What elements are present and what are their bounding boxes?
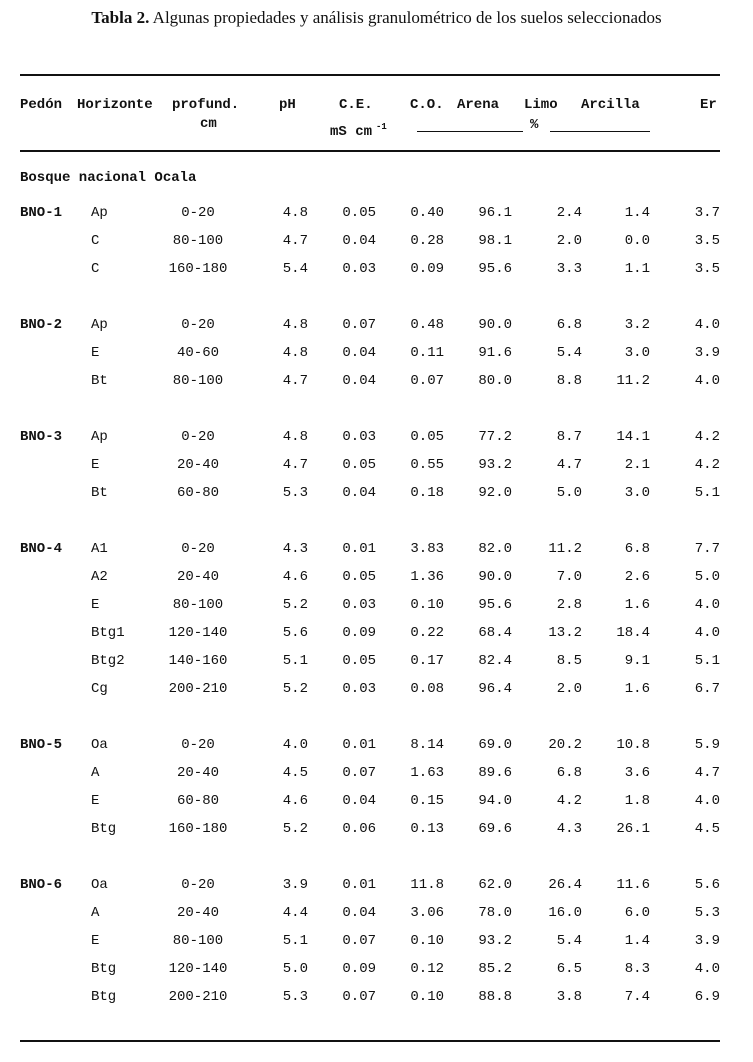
cell-depth: 0-20 (181, 205, 215, 221)
cell-hz: Ap (91, 317, 108, 333)
cell-co: 0.28 (410, 233, 444, 249)
cell-ph: 4.8 (282, 429, 308, 445)
cell-depth: 200-210 (168, 681, 228, 697)
cell-co: 0.15 (410, 793, 444, 809)
cell-co: 1.36 (410, 569, 444, 585)
cell-er: 4.0 (694, 625, 720, 641)
cell-arcilla: 6.8 (624, 541, 650, 557)
cell-ph: 5.2 (282, 597, 308, 613)
header-underline-left (417, 131, 523, 132)
cell-co: 0.12 (410, 961, 444, 977)
cell-ph: 4.4 (282, 905, 308, 921)
cell-limo: 2.0 (556, 681, 582, 697)
cell-hz: A (91, 765, 100, 781)
cell-hz: E (91, 933, 100, 949)
cell-limo: 2.0 (556, 233, 582, 249)
table-caption (0, 8, 753, 28)
cell-arena: 78.0 (478, 905, 512, 921)
cell-ph: 5.4 (282, 261, 308, 277)
cell-ph: 4.7 (282, 373, 308, 389)
header-co: C.O. (410, 97, 444, 113)
cell-co: 3.06 (410, 905, 444, 921)
cell-limo: 3.3 (556, 261, 582, 277)
cell-er: 3.5 (694, 233, 720, 249)
cell-ph: 5.0 (282, 961, 308, 977)
cell-arcilla: 26.1 (616, 821, 650, 837)
cell-ce: 0.03 (342, 681, 376, 697)
cell-depth: 60-80 (176, 793, 219, 809)
cell-limo: 2.8 (556, 597, 582, 613)
cell-limo: 4.7 (556, 457, 582, 473)
cell-er: 4.2 (694, 429, 720, 445)
cell-limo: 5.4 (556, 933, 582, 949)
cell-ce: 0.03 (342, 261, 376, 277)
cell-er: 4.0 (694, 961, 720, 977)
cell-er: 4.0 (694, 317, 720, 333)
header-arcilla: Arcilla (581, 97, 640, 113)
cell-limo: 4.2 (556, 793, 582, 809)
cell-er: 4.0 (694, 373, 720, 389)
cell-depth: 60-80 (176, 485, 219, 501)
cell-arcilla: 3.0 (624, 485, 650, 501)
cell-ph: 5.6 (282, 625, 308, 641)
cell-depth: 40-60 (176, 345, 219, 361)
cell-er: 5.3 (694, 905, 720, 921)
cell-hz: Btg (91, 961, 117, 977)
table-label: Tabla 2. (91, 8, 150, 27)
cell-arcilla: 14.1 (616, 429, 650, 445)
cell-er: 5.0 (694, 569, 720, 585)
cell-ce: 0.01 (342, 877, 376, 893)
cell-pedon: BNO-3 (20, 429, 63, 445)
header-pedon: Pedón (20, 97, 63, 113)
cell-arena: 98.1 (478, 233, 512, 249)
cell-er: 6.9 (694, 989, 720, 1005)
cell-co: 0.17 (410, 653, 444, 669)
cell-arcilla: 1.8 (624, 793, 650, 809)
cell-er: 3.9 (694, 345, 720, 361)
cell-hz: Btg (91, 989, 117, 1005)
cell-ce: 0.05 (342, 569, 376, 585)
cell-pedon: BNO-6 (20, 877, 63, 893)
cell-ce: 0.04 (342, 905, 376, 921)
cell-arcilla: 1.4 (624, 205, 650, 221)
cell-limo: 5.4 (556, 345, 582, 361)
cell-depth: 160-180 (168, 821, 228, 837)
cell-arcilla: 1.4 (624, 933, 650, 949)
header-ce-exponent: -1 (376, 122, 387, 132)
cell-arcilla: 9.1 (624, 653, 650, 669)
cell-arena: 95.6 (478, 261, 512, 277)
cell-arena: 96.1 (478, 205, 512, 221)
cell-ph: 4.8 (282, 317, 308, 333)
cell-ce: 0.04 (342, 793, 376, 809)
cell-hz: E (91, 793, 100, 809)
top-rule (20, 74, 720, 76)
cell-co: 0.13 (410, 821, 444, 837)
cell-ph: 4.6 (282, 793, 308, 809)
cell-ph: 5.3 (282, 485, 308, 501)
cell-co: 0.10 (410, 989, 444, 1005)
cell-depth: 160-180 (168, 261, 228, 277)
header-horizonte: Horizonte (77, 97, 153, 113)
cell-co: 0.07 (410, 373, 444, 389)
cell-limo: 4.3 (556, 821, 582, 837)
cell-pedon: BNO-2 (20, 317, 63, 333)
cell-hz: A2 (91, 569, 108, 585)
cell-pedon: BNO-4 (20, 541, 63, 557)
cell-ph: 5.1 (282, 653, 308, 669)
cell-hz: A (91, 905, 100, 921)
header-ce-unit (330, 119, 387, 140)
header-limo: Limo (524, 97, 558, 113)
cell-hz: C (91, 261, 100, 277)
cell-arcilla: 2.6 (624, 569, 650, 585)
cell-co: 0.48 (410, 317, 444, 333)
cell-ph: 4.5 (282, 765, 308, 781)
cell-depth: 140-160 (168, 653, 228, 669)
cell-limo: 20.2 (548, 737, 582, 753)
cell-limo: 26.4 (548, 877, 582, 893)
cell-ph: 5.1 (282, 933, 308, 949)
cell-ce: 0.07 (342, 765, 376, 781)
cell-hz: E (91, 597, 100, 613)
cell-arcilla: 0.0 (624, 233, 650, 249)
cell-arena: 80.0 (478, 373, 512, 389)
cell-depth: 20-40 (176, 905, 219, 921)
cell-ce: 0.04 (342, 345, 376, 361)
cell-depth: 80-100 (172, 933, 224, 949)
cell-arena: 69.6 (478, 821, 512, 837)
cell-arcilla: 2.1 (624, 457, 650, 473)
cell-limo: 7.0 (556, 569, 582, 585)
cell-depth: 120-140 (168, 961, 228, 977)
cell-depth: 20-40 (176, 765, 219, 781)
cell-co: 0.09 (410, 261, 444, 277)
cell-ce: 0.04 (342, 373, 376, 389)
cell-hz: Btg (91, 821, 117, 837)
cell-arcilla: 1.6 (624, 597, 650, 613)
cell-arena: 62.0 (478, 877, 512, 893)
cell-hz: E (91, 457, 100, 473)
cell-arena: 96.4 (478, 681, 512, 697)
cell-limo: 8.5 (556, 653, 582, 669)
cell-ce: 0.05 (342, 457, 376, 473)
cell-depth: 200-210 (168, 989, 228, 1005)
cell-co: 0.11 (410, 345, 444, 361)
cell-er: 5.6 (694, 877, 720, 893)
cell-hz: A1 (91, 541, 108, 557)
cell-co: 0.10 (410, 597, 444, 613)
cell-hz: Ap (91, 429, 108, 445)
cell-ph: 4.7 (282, 457, 308, 473)
cell-limo: 11.2 (548, 541, 582, 557)
cell-limo: 8.7 (556, 429, 582, 445)
cell-hz: Oa (91, 737, 108, 753)
cell-limo: 6.5 (556, 961, 582, 977)
header-profund: profund. (172, 97, 240, 113)
header-ph: pH (279, 97, 296, 113)
cell-ce: 0.03 (342, 429, 376, 445)
cell-depth: 80-100 (172, 233, 224, 249)
header-profund-unit: cm (200, 116, 217, 132)
cell-arcilla: 1.6 (624, 681, 650, 697)
cell-arcilla: 3.2 (624, 317, 650, 333)
header-ce-unit-text: mS cm (330, 124, 373, 140)
cell-arcilla: 1.1 (624, 261, 650, 277)
cell-er: 3.7 (694, 205, 720, 221)
cell-depth: 80-100 (172, 373, 224, 389)
cell-hz: Btg1 (91, 625, 125, 641)
cell-co: 0.08 (410, 681, 444, 697)
cell-arena: 68.4 (478, 625, 512, 641)
cell-limo: 6.8 (556, 317, 582, 333)
cell-limo: 3.8 (556, 989, 582, 1005)
cell-depth: 120-140 (168, 625, 228, 641)
cell-arena: 82.4 (478, 653, 512, 669)
cell-co: 0.22 (410, 625, 444, 641)
cell-depth: 0-20 (181, 317, 215, 333)
cell-arena: 90.0 (478, 317, 512, 333)
cell-arcilla: 3.0 (624, 345, 650, 361)
cell-hz: Oa (91, 877, 108, 893)
cell-arena: 82.0 (478, 541, 512, 557)
cell-arcilla: 8.3 (624, 961, 650, 977)
cell-co: 0.10 (410, 933, 444, 949)
cell-arcilla: 18.4 (616, 625, 650, 641)
cell-er: 5.9 (694, 737, 720, 753)
section-title: Bosque nacional Ocala (20, 170, 197, 186)
cell-arena: 95.6 (478, 597, 512, 613)
cell-arena: 77.2 (478, 429, 512, 445)
cell-hz: Btg2 (91, 653, 125, 669)
cell-ce: 0.07 (342, 933, 376, 949)
cell-arcilla: 11.6 (616, 877, 650, 893)
cell-hz: Cg (91, 681, 108, 697)
header-arena: Arena (457, 97, 500, 113)
cell-hz: Bt (91, 373, 108, 389)
cell-arena: 92.0 (478, 485, 512, 501)
cell-ce: 0.09 (342, 625, 376, 641)
cell-pedon: BNO-5 (20, 737, 63, 753)
cell-co: 11.8 (410, 877, 444, 893)
cell-ph: 5.3 (282, 989, 308, 1005)
cell-ce: 0.03 (342, 597, 376, 613)
cell-hz: Bt (91, 485, 108, 501)
cell-limo: 5.0 (556, 485, 582, 501)
cell-arcilla: 11.2 (616, 373, 650, 389)
cell-arena: 93.2 (478, 933, 512, 949)
cell-ph: 4.0 (282, 737, 308, 753)
cell-co: 1.63 (410, 765, 444, 781)
bottom-rule (20, 1040, 720, 1042)
cell-depth: 20-40 (176, 457, 219, 473)
cell-er: 4.0 (694, 597, 720, 613)
cell-ce: 0.09 (342, 961, 376, 977)
header-limo-unit: % (530, 117, 539, 133)
cell-er: 3.9 (694, 933, 720, 949)
cell-co: 0.18 (410, 485, 444, 501)
header-rule (20, 150, 720, 152)
cell-limo: 2.4 (556, 205, 582, 221)
cell-ph: 5.2 (282, 681, 308, 697)
cell-hz: E (91, 345, 100, 361)
cell-limo: 8.8 (556, 373, 582, 389)
cell-arena: 85.2 (478, 961, 512, 977)
cell-arena: 90.0 (478, 569, 512, 585)
cell-arcilla: 3.6 (624, 765, 650, 781)
cell-ce: 0.04 (342, 233, 376, 249)
cell-ph: 4.8 (282, 345, 308, 361)
cell-arena: 91.6 (478, 345, 512, 361)
cell-hz: C (91, 233, 100, 249)
cell-arena: 88.8 (478, 989, 512, 1005)
cell-depth: 0-20 (181, 877, 215, 893)
cell-er: 7.7 (694, 541, 720, 557)
cell-ce: 0.07 (342, 317, 376, 333)
cell-hz: Ap (91, 205, 108, 221)
header-ce: C.E. (339, 97, 373, 113)
cell-depth: 0-20 (181, 737, 215, 753)
cell-limo: 16.0 (548, 905, 582, 921)
cell-er: 4.5 (694, 821, 720, 837)
cell-ph: 3.9 (282, 877, 308, 893)
cell-ce: 0.05 (342, 653, 376, 669)
cell-er: 4.7 (694, 765, 720, 781)
cell-er: 4.2 (694, 457, 720, 473)
cell-er: 6.7 (694, 681, 720, 697)
cell-ce: 0.01 (342, 541, 376, 557)
cell-co: 0.55 (410, 457, 444, 473)
cell-co: 0.05 (410, 429, 444, 445)
cell-er: 5.1 (694, 485, 720, 501)
cell-ce: 0.04 (342, 485, 376, 501)
cell-limo: 6.8 (556, 765, 582, 781)
cell-co: 0.40 (410, 205, 444, 221)
cell-depth: 80-100 (172, 597, 224, 613)
cell-co: 3.83 (410, 541, 444, 557)
cell-ph: 5.2 (282, 821, 308, 837)
cell-er: 3.5 (694, 261, 720, 277)
cell-ce: 0.01 (342, 737, 376, 753)
cell-ph: 4.7 (282, 233, 308, 249)
cell-ce: 0.05 (342, 205, 376, 221)
cell-limo: 13.2 (548, 625, 582, 641)
cell-ph: 4.8 (282, 205, 308, 221)
cell-arcilla: 7.4 (624, 989, 650, 1005)
cell-ph: 4.3 (282, 541, 308, 557)
cell-depth: 0-20 (181, 429, 215, 445)
cell-depth: 0-20 (181, 541, 215, 557)
cell-arcilla: 10.8 (616, 737, 650, 753)
header-underline-right (550, 131, 650, 132)
cell-er: 5.1 (694, 653, 720, 669)
cell-depth: 20-40 (176, 569, 219, 585)
cell-ce: 0.06 (342, 821, 376, 837)
header-er: Er (700, 97, 717, 113)
cell-ce: 0.07 (342, 989, 376, 1005)
cell-co: 8.14 (410, 737, 444, 753)
cell-arcilla: 6.0 (624, 905, 650, 921)
cell-er: 4.0 (694, 793, 720, 809)
cell-pedon: BNO-1 (20, 205, 63, 221)
cell-arena: 69.0 (478, 737, 512, 753)
cell-arena: 94.0 (478, 793, 512, 809)
cell-arena: 93.2 (478, 457, 512, 473)
table-caption-text: Algunas propiedades y análisis granulométrico de los suelos seleccionados (149, 8, 662, 27)
cell-ph: 4.6 (282, 569, 308, 585)
cell-arena: 89.6 (478, 765, 512, 781)
